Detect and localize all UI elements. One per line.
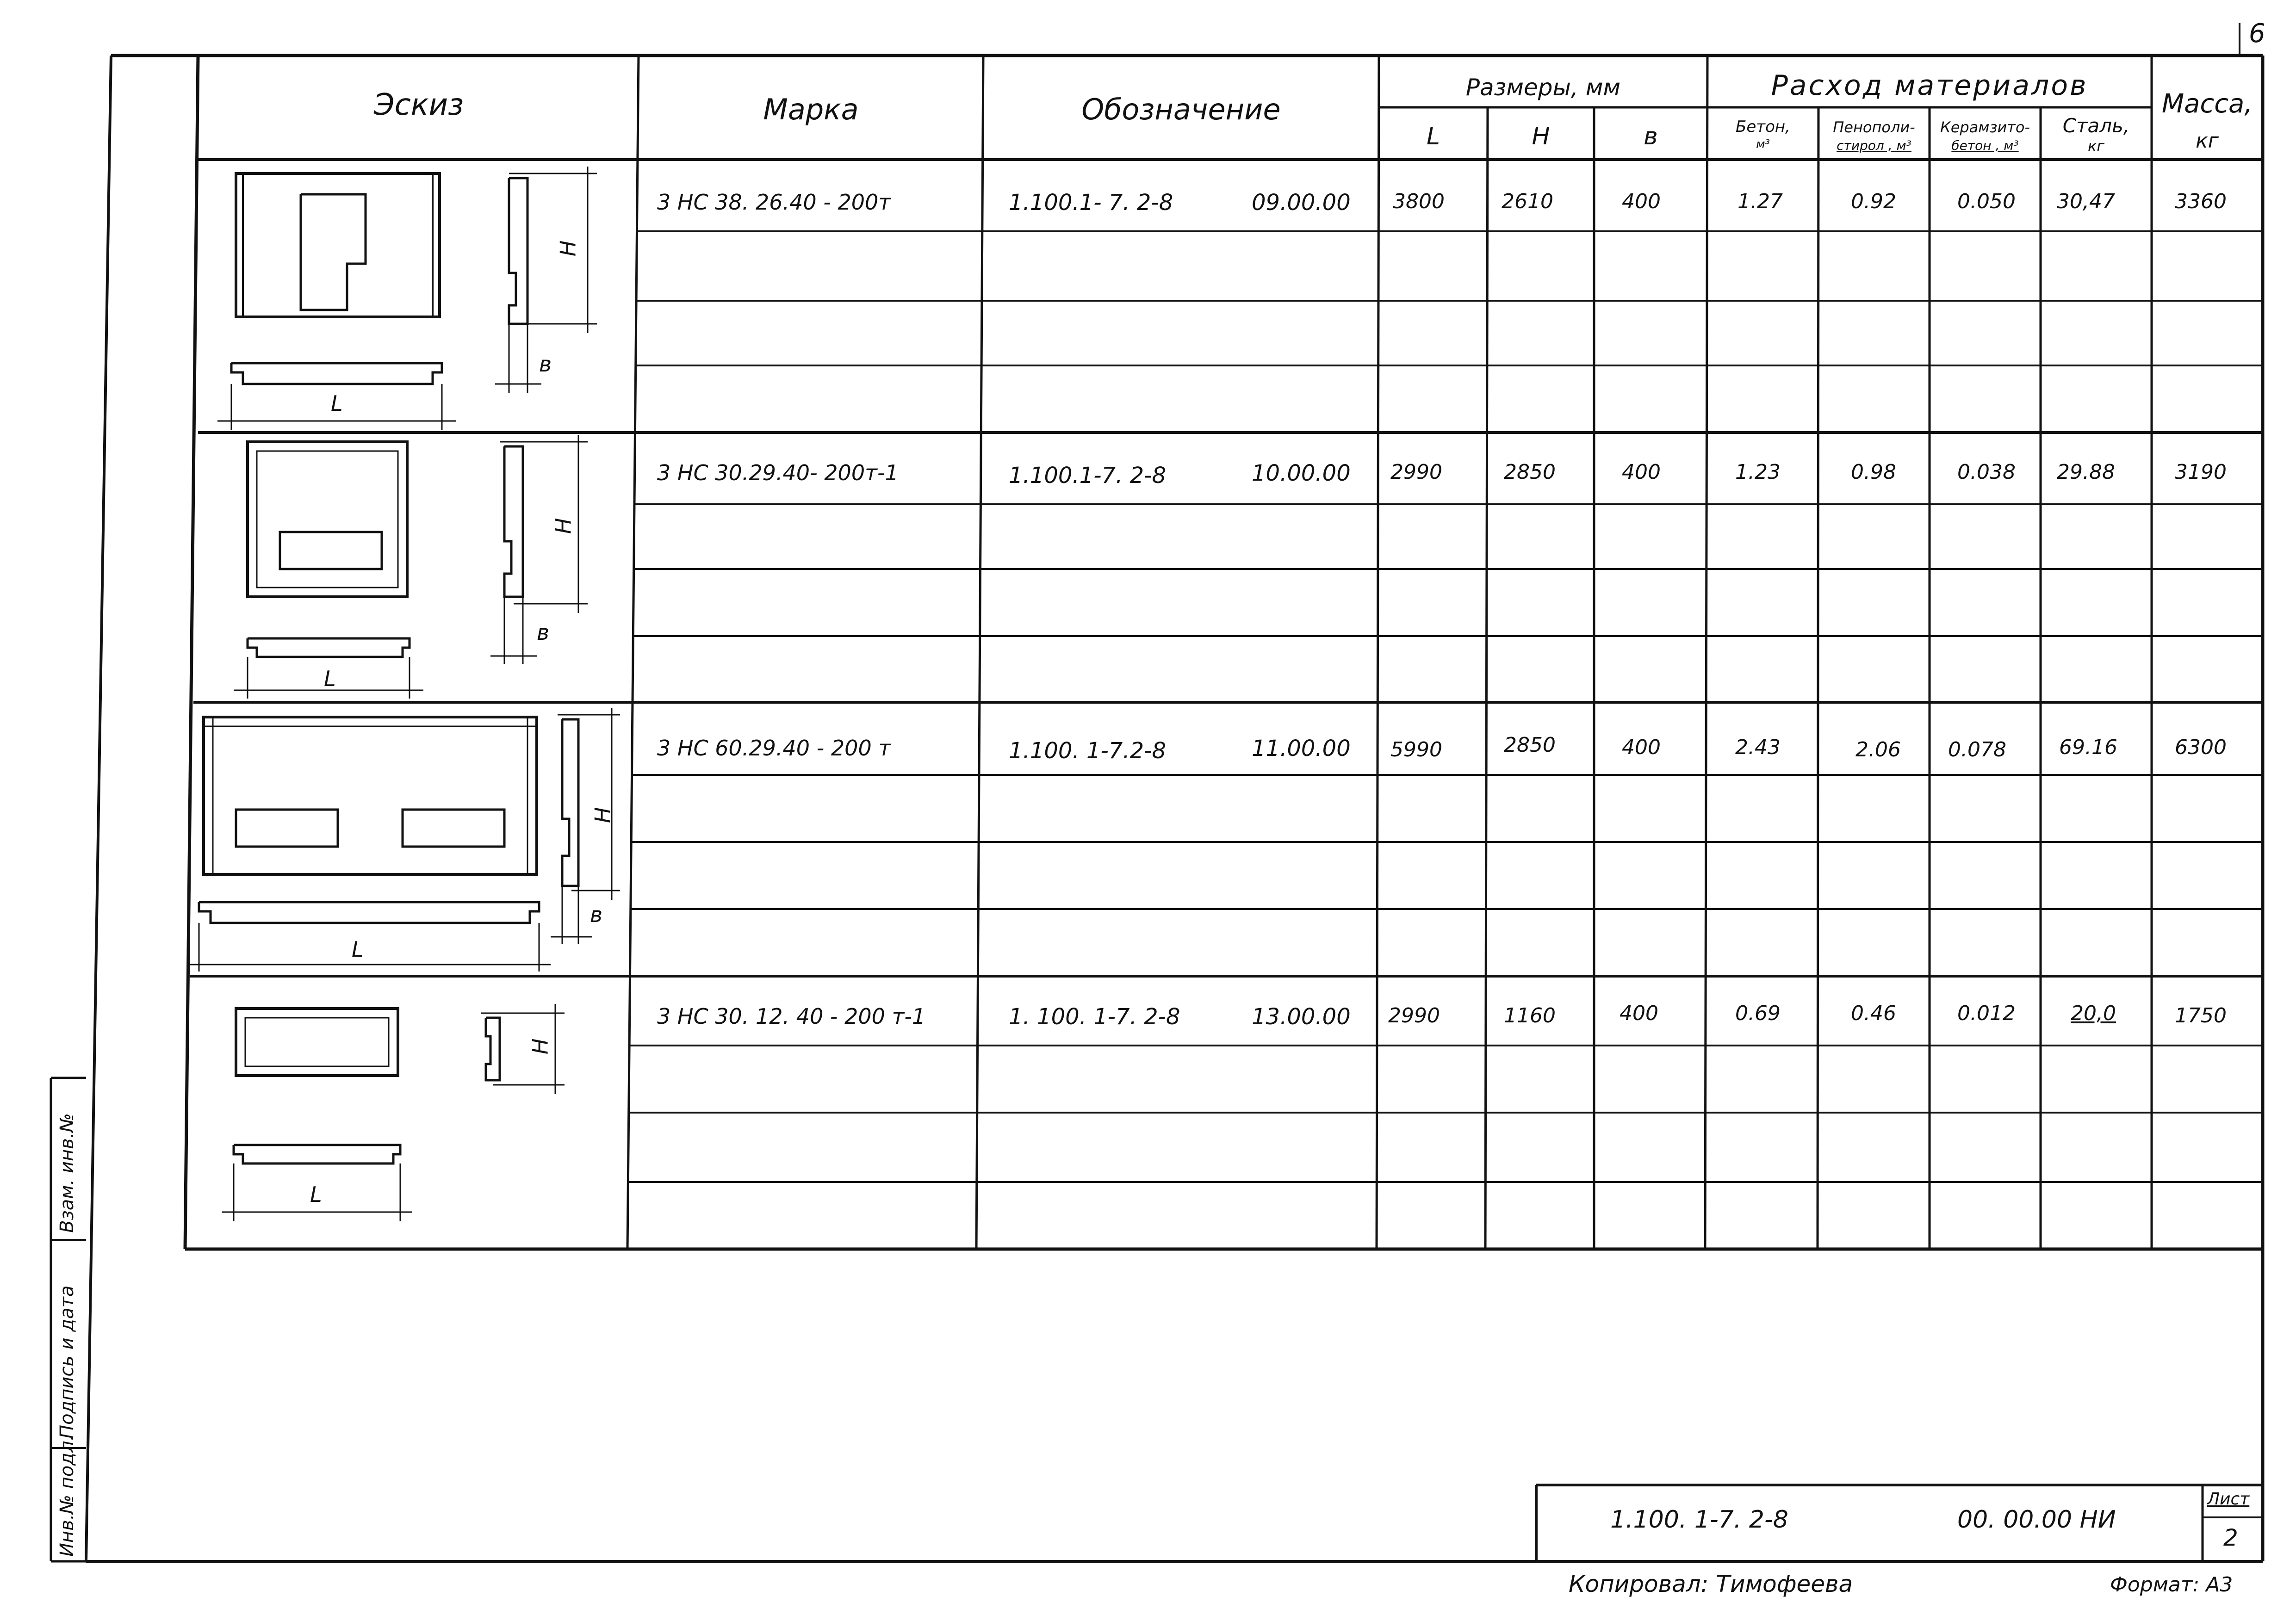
paper-format: Формат: А3 (2110, 1573, 2233, 1596)
row-3-polystyrene: 2.06 (1855, 738, 1901, 761)
sketch-2-label-b: в (537, 620, 550, 645)
header-steel-name: Сталь, (2062, 114, 2130, 137)
row-2-polystyrene: 0.98 (1851, 460, 1896, 484)
row-4-code: 13.00.00 (1252, 1004, 1351, 1030)
row-2-L: 2990 (1390, 460, 1442, 484)
header-sketch: Эскиз (373, 88, 464, 122)
sketch-2-label-H: H (551, 518, 576, 534)
sketch-1-label-b: в (539, 352, 552, 377)
row-3-H: 2850 (1504, 733, 1556, 757)
row-4-b: 400 (1620, 1002, 1658, 1025)
row-1-steel: 30,47 (2057, 190, 2115, 213)
row-1-doc: 1.100.1- 7. 2-8 (1009, 190, 1173, 216)
row-3-concrete: 2.43 (1735, 736, 1781, 759)
row-3-code: 11.00.00 (1252, 736, 1351, 761)
row-1-mass: 3360 (2175, 190, 2227, 213)
header-concrete (1707, 118, 1818, 153)
row-4-claydite: 0.012 (1957, 1002, 2016, 1025)
row-2-b: 400 (1622, 460, 1661, 484)
row-4-steel: 20,0 (2071, 1002, 2116, 1025)
row-2-code: 10.00.00 (1252, 460, 1351, 486)
page-number: 6 (2249, 19, 2265, 49)
title-block-sheet-label: Лист (2207, 1490, 2250, 1509)
row-2-mark: 3 НС 30.29.40- 200т-1 (657, 460, 899, 485)
row-3-mark: 3 НС 60.29.40 - 200 т (657, 736, 891, 761)
sketch-3-label-H: H (590, 807, 615, 823)
row-2-steel: 29.88 (2057, 460, 2115, 484)
row-1-L: 3800 (1393, 190, 1445, 213)
sketch-3-label-L: L (352, 937, 364, 962)
header-mass (2152, 86, 2263, 160)
row-2-H: 2850 (1504, 460, 1556, 484)
row-4-doc: 1. 100. 1-7. 2-8 (1009, 1004, 1180, 1030)
row-4-mark: 3 НС 30. 12. 40 - 200 т-1 (657, 1004, 926, 1029)
header-mark: Марка (763, 93, 859, 126)
header-consumption: Расход материалов (1771, 69, 2088, 102)
row-1-polystyrene: 0.92 (1851, 190, 1896, 213)
row-3-b: 400 (1622, 736, 1661, 759)
row-4-L: 2990 (1388, 1004, 1440, 1027)
copied-by: Копировал: Тимофеева (1569, 1571, 1853, 1597)
row-2-mass: 3190 (2175, 460, 2227, 484)
row-4-H: 1160 (1504, 1004, 1556, 1027)
row-3-steel: 69.16 (2059, 736, 2117, 759)
header-sizes: Размеры, мм (1465, 74, 1621, 101)
header-polystyrene (1818, 118, 1930, 155)
row-1-claydite: 0.050 (1957, 190, 2016, 213)
row-4-concrete: 0.69 (1735, 1002, 1781, 1025)
row-1-b: 400 (1622, 190, 1661, 213)
header-concrete-name: Бетон, (1736, 118, 1790, 136)
row-3-claydite: 0.078 (1948, 738, 2006, 761)
header-size-L: L (1427, 123, 1440, 150)
header-size-H: H (1532, 123, 1550, 150)
header-size-b: в (1644, 123, 1658, 150)
stamp-replaced-inv: Взам. инв.№ (56, 1113, 78, 1233)
header-claydite-unit: бетон , м³ (1951, 138, 2019, 153)
row-2-claydite: 0.038 (1957, 460, 2016, 484)
row-4-mass: 1750 (2175, 1004, 2227, 1027)
header-polystyrene-name: Пенополи- (1833, 118, 1915, 136)
row-2-doc: 1.100.1-7. 2-8 (1009, 463, 1166, 489)
header-designation: Обозначение (1081, 93, 1281, 126)
row-1-H: 2610 (1502, 190, 1553, 213)
sketch-1-label-L: L (331, 391, 343, 416)
header-mass-name: Масса, (2161, 89, 2253, 119)
row-1-concrete: 1.27 (1738, 190, 1783, 213)
stamp-signature-date: Подпись и дата (56, 1285, 78, 1439)
sketch-1-label-H: H (555, 240, 581, 257)
row-3-doc: 1.100. 1-7.2-8 (1009, 738, 1166, 764)
title-block-doc: 1.100. 1-7. 2-8 (1610, 1506, 1788, 1534)
header-concrete-unit: м³ (1756, 137, 1770, 151)
stamp-inv-original: Инв.№ подл. (56, 1435, 78, 1557)
sketch-4-label-H: H (527, 1038, 553, 1055)
row-2-concrete: 1.23 (1735, 460, 1781, 484)
title-block-code: 00. 00.00 НИ (1957, 1506, 2116, 1534)
row-3-L: 5990 (1390, 738, 1442, 761)
header-claydite (1930, 118, 2041, 155)
header-claydite-name: Керамзито- (1940, 118, 2030, 136)
sketch-3-label-b: в (590, 902, 603, 927)
row-4-polystyrene: 0.46 (1851, 1002, 1896, 1025)
header-steel (2041, 116, 2152, 156)
header-polystyrene-unit: стирол , м³ (1837, 138, 1911, 153)
sketch-2-label-L: L (324, 666, 336, 691)
header-steel-unit: кг (2087, 137, 2105, 155)
sketch-4-label-L: L (310, 1182, 322, 1207)
row-1-mark: 3 НС 38. 26.40 - 200т (657, 190, 891, 215)
title-block-sheet-number: 2 (2223, 1524, 2238, 1551)
row-3-mass: 6300 (2175, 736, 2227, 759)
header-mass-unit: кг (2196, 129, 2219, 153)
row-1-code: 09.00.00 (1252, 190, 1351, 216)
